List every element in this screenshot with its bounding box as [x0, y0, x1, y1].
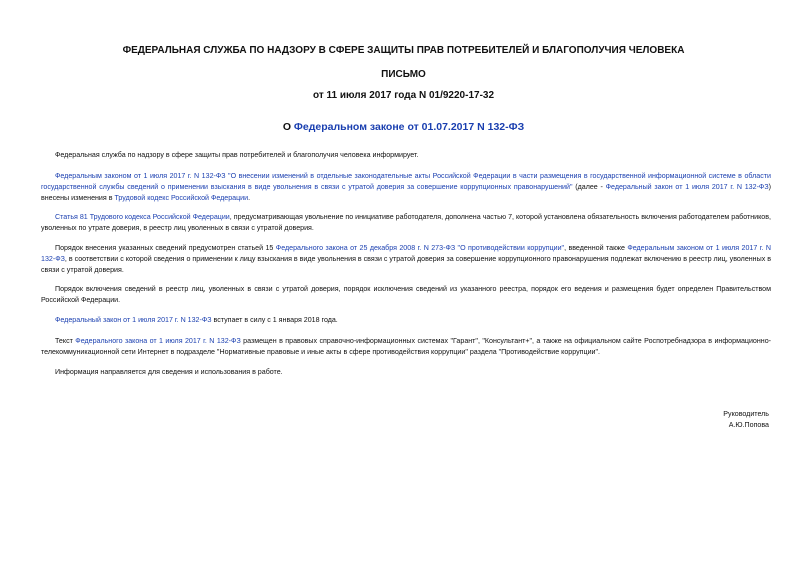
article-81-link[interactable]: Статья 81 Трудового кодекса Российской Федерации	[55, 213, 230, 221]
paragraph-text: (далее -	[572, 183, 606, 192]
law-132-link[interactable]: Федеральный закон от 1 июля 2017 г. N 132-ФЗ	[55, 316, 212, 324]
paragraph-intro	[41, 150, 771, 161]
signature-name: А.Ю.Попова	[728, 421, 769, 429]
paragraph-text: Информация направляется для сведения и использования в работе.	[55, 368, 283, 376]
paragraph-text: ) внесены изменения в	[41, 183, 771, 203]
law-132-link[interactable]: Федеральным законом от 1 июля 2017 г. N 132-ФЗ	[41, 244, 771, 264]
paragraph-text: размещен в правовых справочно-информационных системах "Гарант", "Консультант+", а также на официальном сайте Роспотребнадзора в информационно-телекоммуникационной сети Интернет в подразделе "Нормативные правовые и иные акты в сфере противодействия коррупции" раздела "Противодействие коррупции".	[41, 337, 771, 357]
paragraph-effective-date	[41, 315, 771, 326]
paragraph-registry-order	[41, 284, 771, 306]
law-132-link[interactable]: Федерального закона от 1 июля 2017 г. N 132-ФЗ	[75, 337, 241, 345]
law-132-full-title-link[interactable]: Федеральным законом от 1 июля 2017 г. N 132-ФЗ "О внесении изменений в отдельные законодательные акты Российской Федерации в части размещения в государственной информационной системе в области государственной службы сведений о применении взыскания в виде увольнения в связи с утратой доверия за совершение коррупционных правонарушений"	[41, 172, 771, 192]
paragraph-text: вступает в силу с 1 января 2018 года.	[211, 316, 338, 324]
document-type-heading: ПИСЬМО	[381, 69, 426, 80]
law-132-link[interactable]: Федеральный закон от 1 июля 2017 г. N 132-ФЗ	[605, 183, 769, 192]
paragraph-publication	[41, 336, 771, 358]
paragraph-text: .	[248, 194, 251, 203]
document-subject	[0, 121, 807, 133]
paragraph-text: , в соответствии с которой сведения о применении к лицу взыскания в виде увольнения в связи с утратой доверия за совершение коррупционного правонарушения подлежат включению в реестр лиц, уволенных в связи с утратой доверия.	[41, 255, 771, 275]
law-273-link[interactable]: Федерального закона от 25 декабря 2008 г. N 273-ФЗ "О противодействии коррупции"	[275, 244, 565, 252]
signature-title: Руководитель	[723, 410, 769, 418]
paragraph-closing	[41, 367, 771, 378]
paragraph-text: , введенной также	[564, 244, 628, 252]
paragraph-text: Порядок включения сведений в реестр лиц, уволенных в связи с утратой доверия, порядок исключения сведений из указанного реестра, порядок его ведения и размещения будет определен Правительством Российской Федерации.	[41, 285, 771, 305]
paragraph-amendments	[41, 171, 771, 205]
subject-law-link[interactable]: Федеральном законе от 01.07.2017 N 132-ФЗ	[293, 121, 525, 133]
paragraph-intro-text: Федеральная служба по надзору в сфере защиты прав потребителей и благополучия человека информирует.	[55, 151, 419, 159]
paragraph-article-81	[41, 212, 771, 234]
paragraph-procedure	[41, 243, 771, 277]
document-date-number: от 11 июля 2017 года N 01/9220-17-32	[312, 90, 495, 101]
paragraph-text: , предусматривающая увольнение по инициативе работодателя, дополнена частью 7, которой установлена обязательность включения работодателем работников, уволенных по утрате доверия, в реестр лиц уволенных в связи с утратой доверия.	[41, 213, 771, 233]
paragraph-text: Порядок внесения указанных сведений предусмотрен статьей 15	[55, 244, 276, 252]
agency-heading: ФЕДЕРАЛЬНАЯ СЛУЖБА ПО НАДЗОРУ В СФЕРЕ ЗАЩИТЫ ПРАВ ПОТРЕБИТЕЛЕЙ И БЛАГОПОЛУЧИЯ ЧЕЛОВЕКА	[122, 45, 685, 56]
subject-prefix: О	[282, 121, 294, 133]
labor-code-link[interactable]: Трудовой кодекс Российской Федерации	[114, 194, 249, 203]
paragraph-text: Текст	[55, 337, 76, 345]
